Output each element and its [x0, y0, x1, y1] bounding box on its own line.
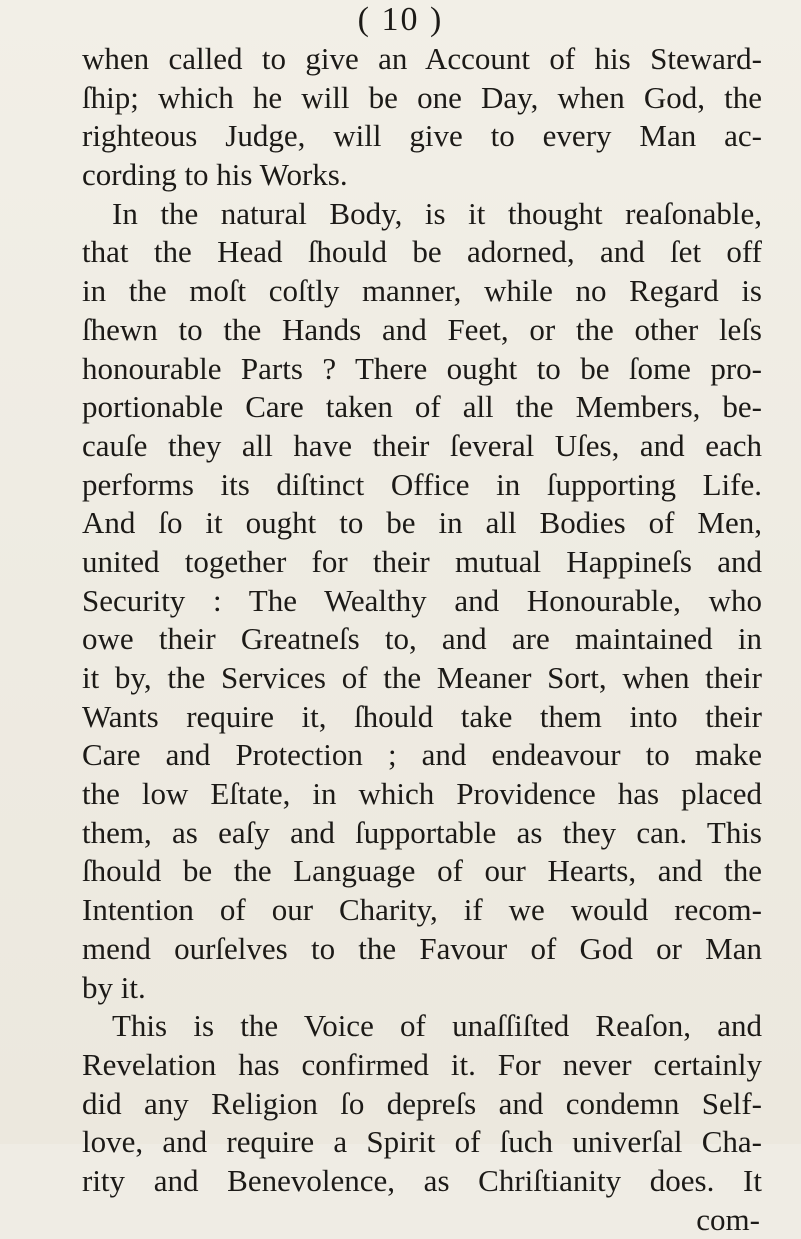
text-line: righteous Judge, will give to every Man ac- — [82, 118, 762, 154]
text-line: And ſo it ought to be in all Bodies of Men, — [82, 505, 762, 541]
text-line: Care and Protection ; and endeavour to make — [82, 737, 762, 773]
body-text — [82, 40, 762, 1239]
text-line: owe their Greatneſs to, and are maintained in — [82, 621, 762, 657]
text-line: portionable Care taken of all the Members, be- — [82, 389, 762, 425]
text-line: ſhewn to the Hands and Feet, or the other leſs — [82, 311, 762, 347]
text-line: Security : The Wealthy and Honourable, who — [82, 582, 762, 618]
text-line: by it. — [82, 969, 146, 1005]
text-line: ſhould be the Language of our Hearts, and the — [82, 853, 762, 889]
text-line: cauſe they all have their ſeveral Uſes, and each — [82, 427, 762, 463]
text-line: Wants require it, ſhould take them into their — [82, 698, 762, 734]
text-line: rity and Benevolence, as Chriſtianity does. It — [82, 1162, 762, 1198]
text-line: love, and require a Spirit of ſuch univerſal Cha- — [82, 1124, 762, 1160]
text-line: in the moſt coſtly manner, while no Regard is — [82, 273, 762, 309]
text-line: it by, the Services of the Meaner Sort, when their — [82, 660, 762, 695]
text-line: them, as eaſy and ſupportable as they can. This — [82, 814, 762, 850]
text-line: Intention of our Charity, if we would recom- — [82, 892, 762, 928]
text-line: honourable Parts ? There ought to be ſome pro- — [82, 350, 762, 386]
text-line: that the Head ſhould be adorned, and ſet off — [82, 234, 762, 270]
text-line: ſhip; which he will be one Day, when God, the — [82, 79, 762, 115]
text-line: performs its diſtinct Office in ſupporting Life. — [82, 466, 762, 502]
text-line: when called to give an Account of his Steward- — [82, 41, 762, 76]
catchword: com- — [696, 1201, 760, 1237]
paragraph-start-line: This is the Voice of unaſſiſted Reaſon, and — [112, 1008, 762, 1044]
text-line: the low Eſtate, in which Providence has placed — [82, 776, 762, 812]
paragraph-start-line: In the natural Body, is it thought reaſonable, — [112, 195, 762, 231]
text-line: Revelation has confirmed it. For never certainly — [82, 1046, 762, 1082]
text-line: cording to his Works. — [82, 157, 348, 193]
text-line: united together for their mutual Happineſs and — [82, 543, 762, 579]
text-line: did any Religion ſo depreſs and condemn Self- — [82, 1085, 762, 1121]
text-line: mend ourſelves to the Favour of God or Man — [82, 930, 762, 966]
page-number: ( 10 ) — [357, 1, 444, 38]
